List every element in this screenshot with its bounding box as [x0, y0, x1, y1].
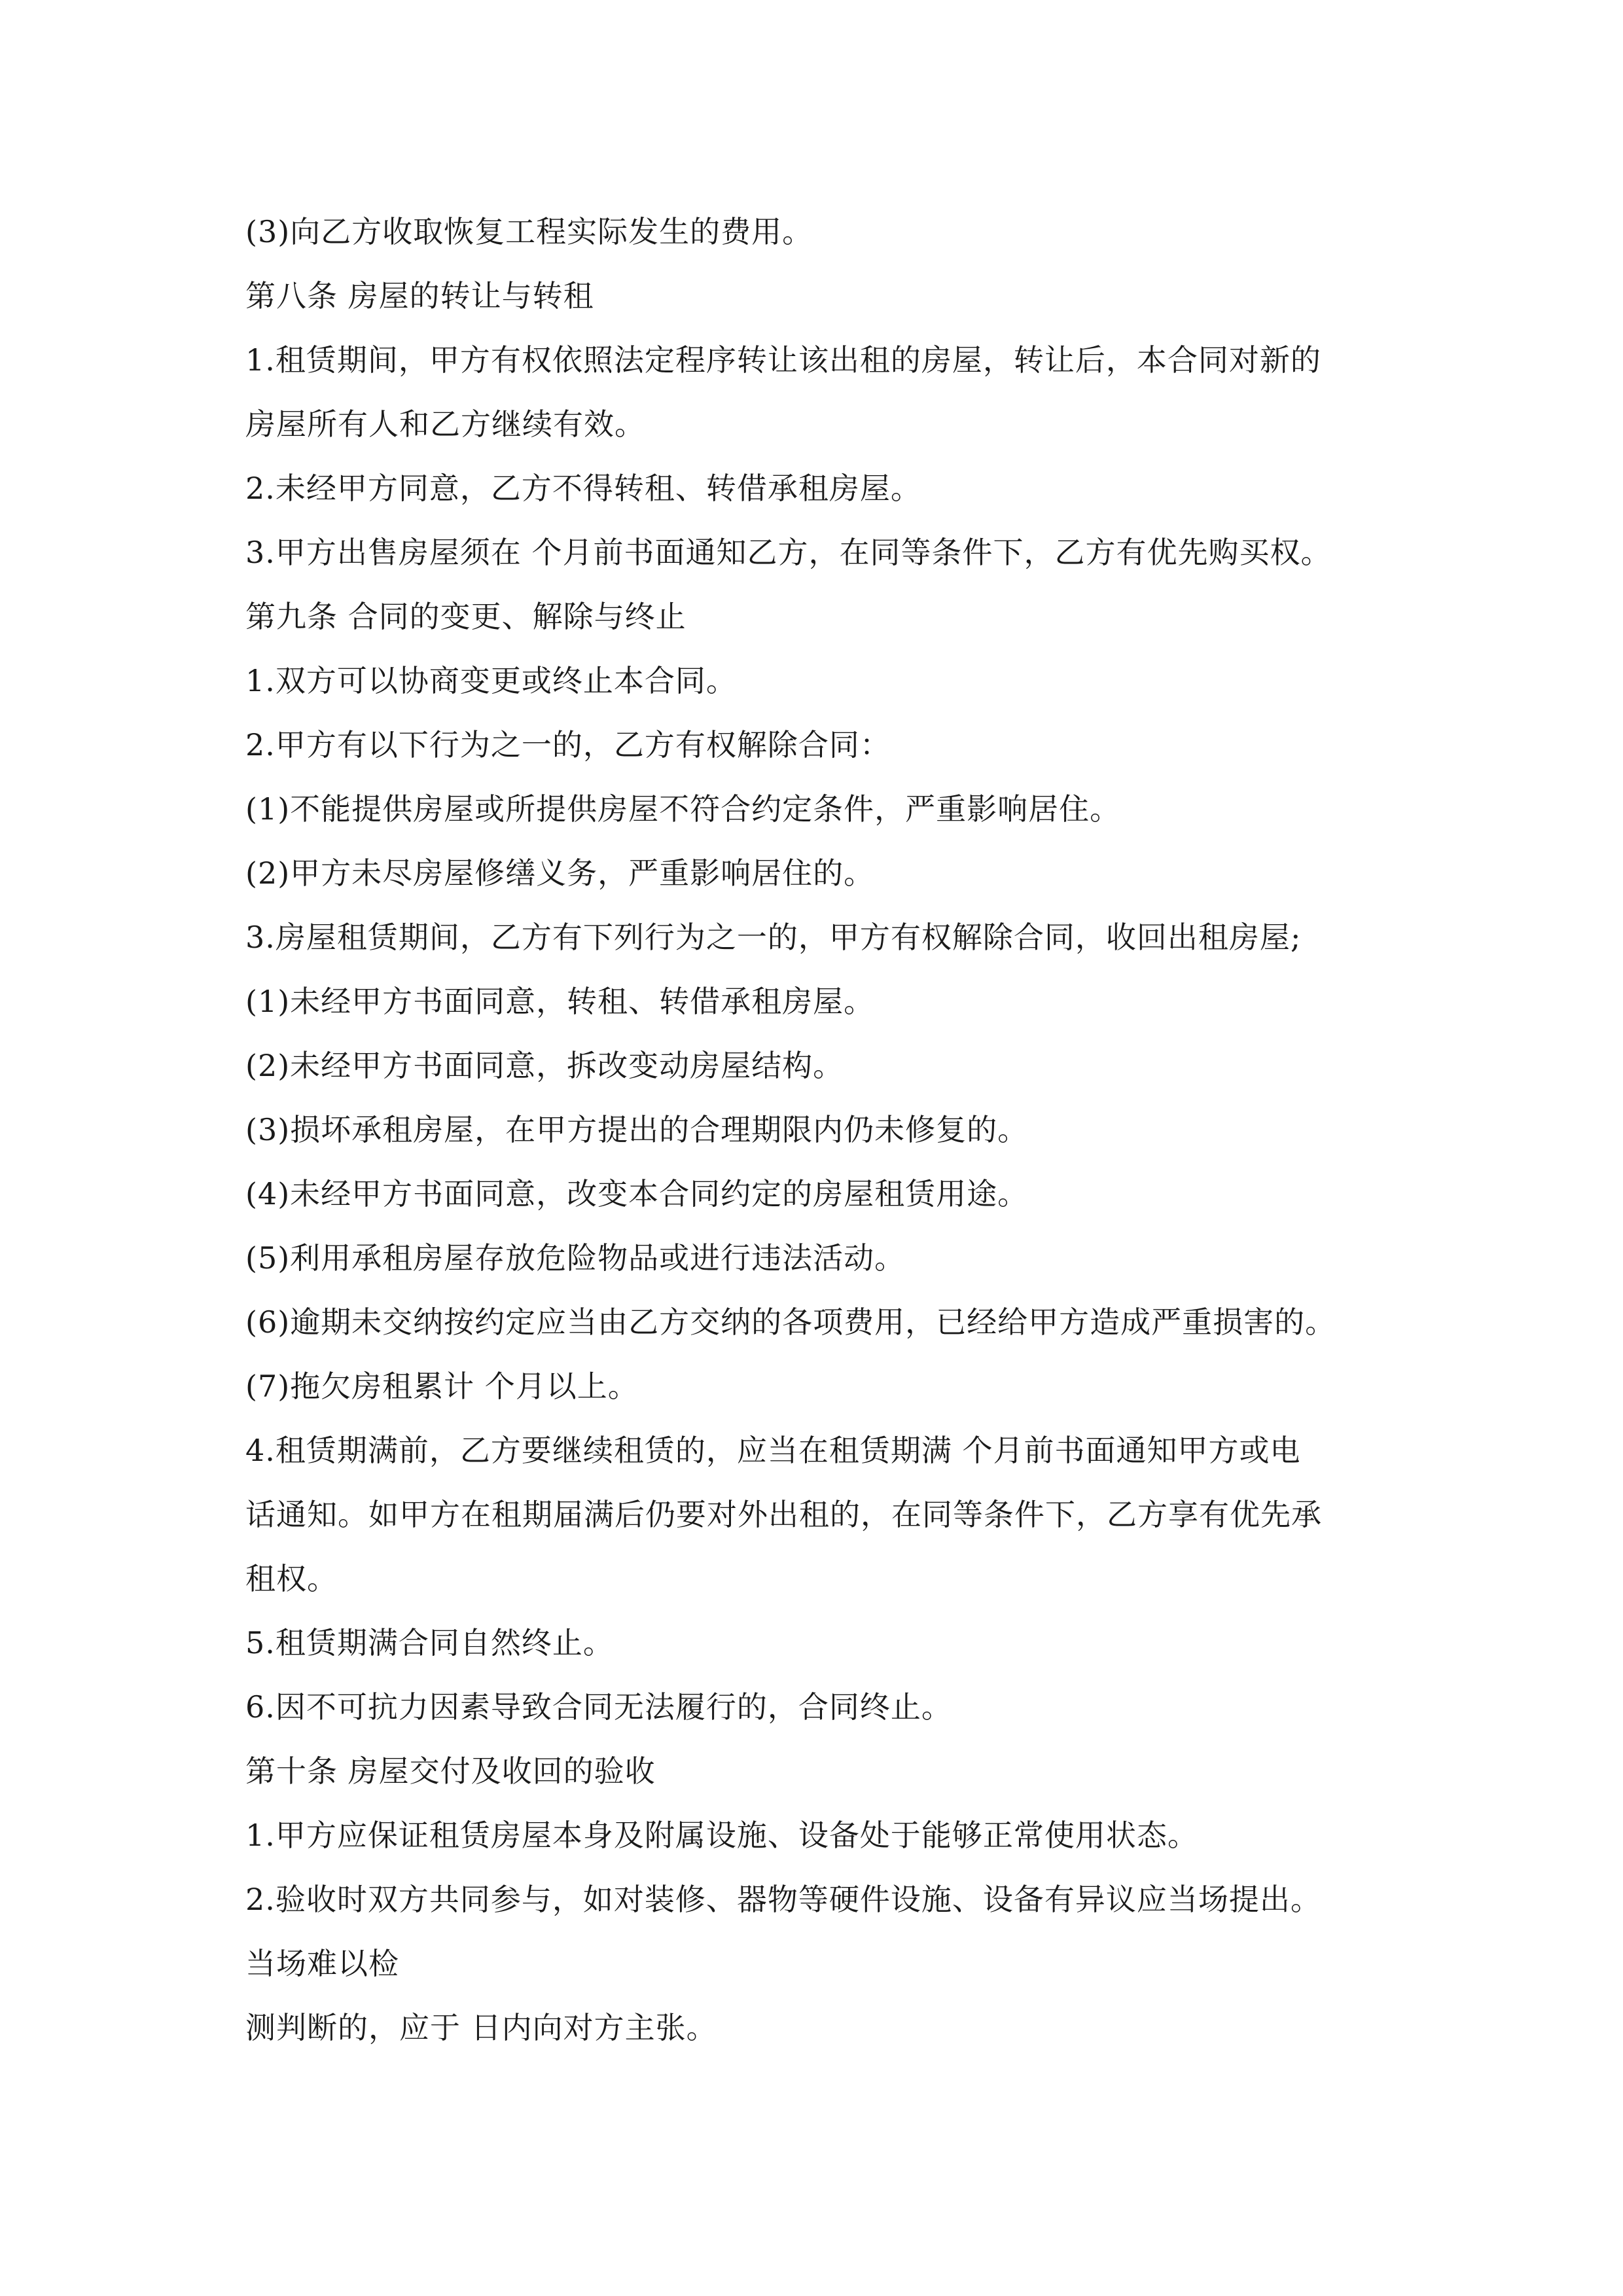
text-line: (7)拖欠房租累计 个月以上。 — [245, 1369, 639, 1404]
text-line: 4.租赁期满前，乙方要继续租赁的，应当在租赁期满 个月前书面通知甲方或电 — [245, 1433, 1301, 1468]
text-line: (2)未经甲方书面同意，拆改变动房屋结构。 — [245, 1048, 844, 1083]
text-line: 测判断的，应于 日内向对方主张。 — [245, 2010, 717, 2045]
text-line: 话通知。如甲方在租期届满后仍要对外出租的，在同等条件下，乙方享有优先承 — [245, 1497, 1322, 1532]
text-line: 1.租赁期间，甲方有权依照法定程序转让该出租的房屋，转让后，本合同对新的 — [245, 342, 1321, 378]
text-line: 5.租赁期满合同自然终止。 — [245, 1625, 614, 1660]
text-line: (4)未经甲方书面同意，改变本合同约定的房屋租赁用途。 — [245, 1176, 1029, 1211]
text-line: 2.未经甲方同意，乙方不得转租、转借承租房屋。 — [245, 471, 921, 506]
text-line: 3.房屋租赁期间，乙方有下列行为之一的，甲方有权解除合同，收回出租房屋; — [245, 920, 1302, 955]
text-line: 2.甲方有以下行为之一的，乙方有权解除合同： — [245, 727, 891, 762]
text-line: 房屋所有人和乙方继续有效。 — [245, 406, 645, 442]
text-line: (2)甲方未尽房屋修缮义务，严重影响居住的。 — [245, 855, 875, 891]
text-line: (6)逾期未交纳按约定应当由乙方交纳的各项费用，已经给甲方造成严重损害的。 — [245, 1304, 1336, 1340]
text-line: 3.甲方出售房屋须在 个月前书面通知乙方，在同等条件下，乙方有优先购买权。 — [245, 535, 1332, 570]
section-heading: 第八条 房屋的转让与转租 — [245, 278, 594, 314]
section-heading: 第十条 房屋交付及收回的验收 — [245, 1753, 656, 1789]
text-line: 租权。 — [245, 1561, 338, 1596]
text-line: (5)利用承租房屋存放危险物品或进行违法活动。 — [245, 1240, 906, 1276]
text-line: 6.因不可抗力因素导致合同无法履行的，合同终止。 — [245, 1689, 952, 1725]
text-line: 1.双方可以协商变更或终止本合同。 — [245, 663, 737, 698]
text-line: 1.甲方应保证租赁房屋本身及附属设施、设备处于能够正常使用状态。 — [245, 1818, 1198, 1853]
contract-text — [245, 200, 1417, 2060]
section-heading: 第九条 合同的变更、解除与终止 — [245, 599, 687, 634]
text-line: 当场难以检 — [245, 1946, 399, 1981]
text-line: (1)不能提供房屋或所提供房屋不符合约定条件，严重影响居住。 — [245, 791, 1121, 827]
text-line: (1)未经甲方书面同意，转租、转借承租房屋。 — [245, 984, 875, 1019]
text-line: (3)向乙方收取恢复工程实际发生的费用。 — [245, 214, 813, 249]
text-line: (3)损坏承租房屋，在甲方提出的合理期限内仍未修复的。 — [245, 1112, 1029, 1147]
text-line: 2.验收时双方共同参与，如对装修、器物等硬件设施、设备有异议应当场提出。 — [245, 1882, 1321, 1917]
